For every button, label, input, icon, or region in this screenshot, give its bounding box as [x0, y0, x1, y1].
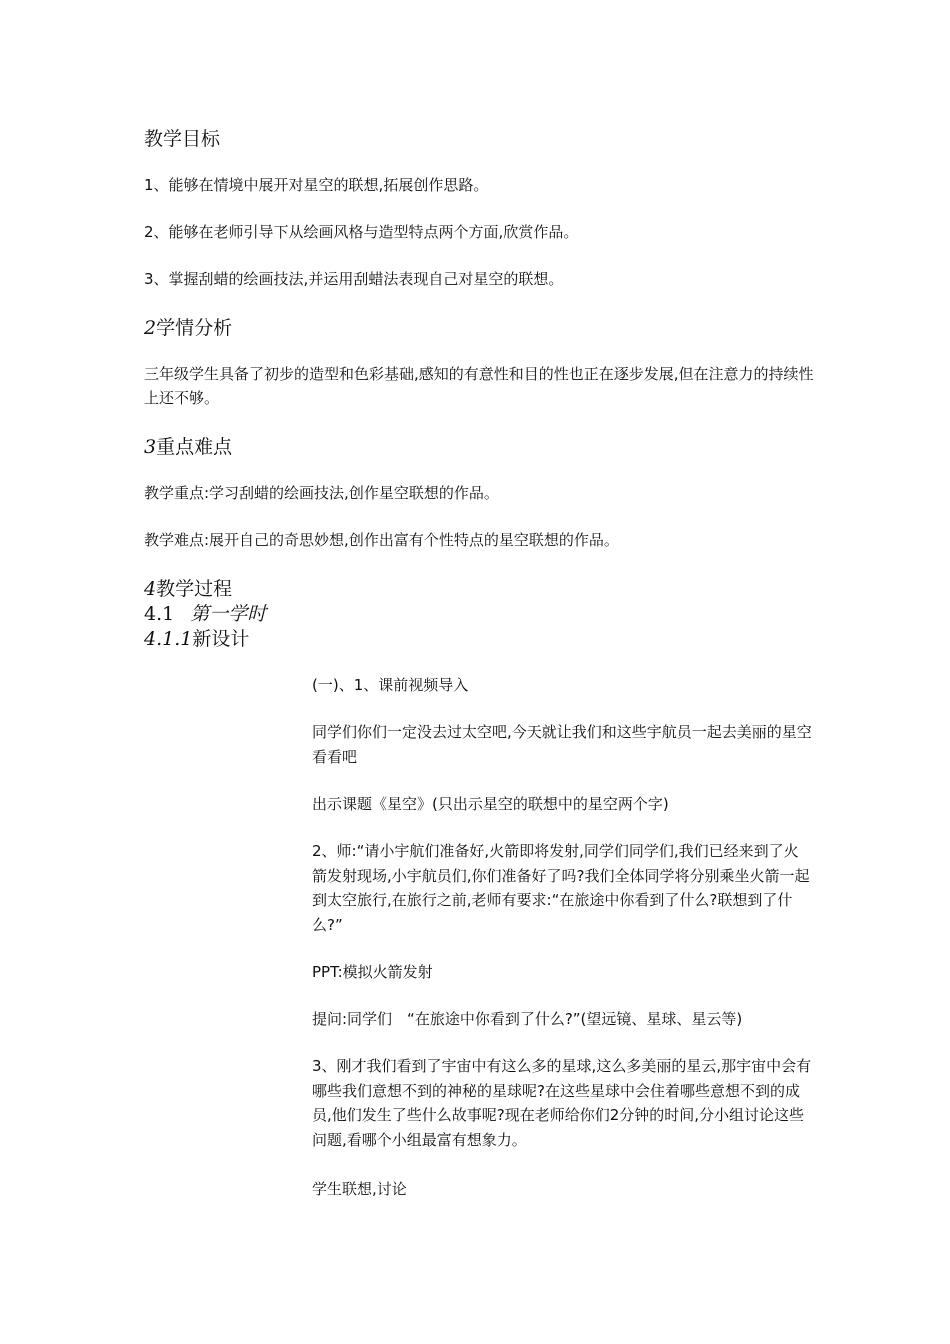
analysis-title: 学情分析 [156, 317, 233, 339]
goal-item-2: 2、能够在老师引导下从绘画风格与造型特点两个方面,欣赏作品。 [144, 223, 579, 241]
discussion: 3、刚才我们看到了宇宙中有这么多的星球,这么多美丽的星云,那宇宙中会有哪些我们意想不到的神秘的星球呢?在这些星球中会住着哪些意想不到的成员,他们发生了些什么故事呢?现在老师给你们2分钟的时间,分小组讨论这些问题,看哪个小组最富有想象力。 [312, 1057, 812, 1149]
section-heading-analysis [144, 315, 232, 341]
design-heading [144, 626, 249, 652]
key-difficulty: 教学难点:展开自己的奇思妙想,创作出富有个性特点的星空联想的作品。 [144, 531, 619, 549]
keypoints-title: 重点难点 [156, 436, 233, 458]
student-activity: 学生联想,讨论 [312, 1180, 407, 1198]
keypoints-number: 3 [144, 436, 157, 458]
design-number: 4.1.1 [144, 628, 193, 650]
process-number: 4 [144, 578, 157, 600]
key-focus: 教学重点:学习刮蜡的绘画技法,创作星空联想的作品。 [144, 484, 499, 502]
process-title: 教学过程 [156, 578, 233, 600]
analysis-text: 三年级学生具备了初步的造型和色彩基础,感知的有意性和目的性也正在逐步发展,但在注意力的持续性上还不够。 [144, 365, 814, 407]
ppt-note: PPT:模拟火箭发射 [312, 963, 433, 981]
teacher-quote: 2、师:“请小宇航们准备好,火箭即将发射,同学们同学们,我们已经来到了火箭发射现场,小宇航员们,你们准备好了吗?我们全体同学将分别乘坐火箭一起到太空旅行,在旅行之前,老师有要求:“在旅途中你看到了什么?联想到了什么?” [312, 842, 810, 934]
section-heading-keypoints [144, 434, 232, 460]
design-title: 新设计 [192, 628, 250, 650]
lesson-heading [144, 601, 266, 627]
goal-item-3: 3、掌握刮蜡的绘画技法,并运用刮蜡法表现自己对星空的联想。 [144, 270, 564, 288]
section-heading-process [144, 576, 232, 602]
intro-heading: (一)、1、课前视频导入 [312, 676, 469, 694]
intro-text: 同学们你们一定没去过太空吧,今天就让我们和这些宇航员一起去美丽的星空看看吧 [312, 723, 812, 766]
show-title: 出示课题《星空》(只出示星空的联想中的星空两个字) [312, 795, 669, 813]
section-heading-goals [144, 126, 220, 152]
lesson-number: 4.1 [144, 603, 175, 625]
goals-title: 教学目标 [144, 128, 221, 150]
lesson-title: 第一学时 [190, 603, 267, 625]
goal-item-1: 1、能够在情境中展开对星空的联想,拓展创作思路。 [144, 176, 489, 194]
analysis-number: 2 [144, 317, 157, 339]
question: 提问:同学们 “在旅途中你看到了什么?”(望远镜、星球、星云等) [312, 1010, 743, 1028]
